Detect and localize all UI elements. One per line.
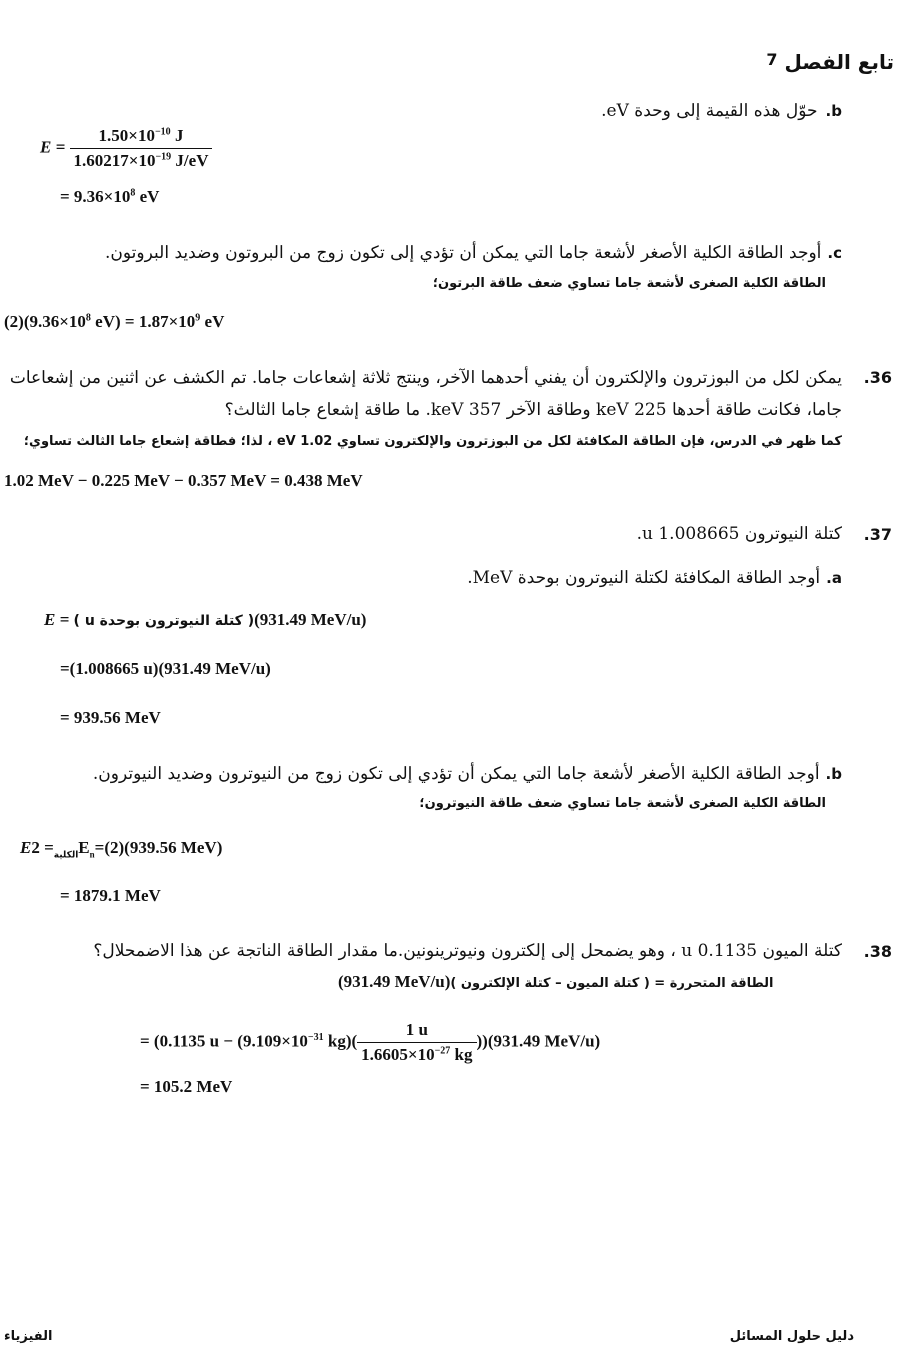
- equation-muon-decay: = (0.1135 $u - (9.109\times 10^{-31}$ kg)( $\frac{1 u}{1.6605\times 10^{-27} kg}$ ))(931.49 MeV/u): [140, 1020, 601, 1064]
- fraction-denominator: $1.60217\times 10^{-19}$ J/eV: [73, 151, 209, 170]
- equation-total-energy: E $_{الكلية}= 2E_n=(2)(939.56$ MeV): [20, 838, 223, 861]
- footer-subject: الفيزياء: [4, 1329, 53, 1344]
- fraction-numerator: $1.50\times 10^{-10}$ J: [70, 126, 213, 149]
- question-37-text: كتلة النيوترون 1.008665 u.: [636, 524, 842, 544]
- equation-energy-result: = $9.36\times 10^8$ eV: [60, 187, 160, 206]
- part-c-prompt: [105, 240, 842, 266]
- chapter-number: 7: [766, 50, 778, 69]
- part-text: حوّل هذه القيمة إلى وحدة eV.: [601, 101, 818, 121]
- part-text: أوجد الطاقة الكلية الأصغر لأشعة جاما التي يمكن أن تؤدي إلى تكون زوج من البروتون وضديد البروتون.: [105, 243, 822, 263]
- part-a-prompt: [467, 565, 842, 591]
- energy-fraction: [70, 126, 213, 171]
- equation-muon-result: = 105.2 MeV: [140, 1077, 233, 1096]
- question-number-38: .38: [863, 942, 892, 961]
- question-36-note: كما ظهر في الدرس، فإن الطاقة المكافئة لكل من البوزترون والإلكترون تساوي 1.02 eV ، لذا؛ فطاقة إشعاع جاما الثالث تساوي؛: [23, 434, 842, 449]
- question-38-formula: (931.49 MeV/u)الطاقة المتحررة = ( كتلة الميون – كتلة الإلكترون ): [338, 972, 774, 991]
- question-36-line2: جاما، فكانت طاقة أحدها 225 keV وطاقة الآخر 357 keV. ما طاقة إشعاع جاما الثالث؟: [224, 400, 842, 420]
- equation-energy-fraction: [40, 126, 212, 171]
- chapter-header-title: تابع الفصل: [784, 50, 894, 74]
- part-letter: c.: [827, 244, 842, 262]
- question-36-equation: 1.02 MeV − 0.225 MeV − 0.357 MeV = 0.438 MeV: [4, 471, 363, 490]
- part-letter: b.: [825, 102, 842, 120]
- eq-lhs: E =: [40, 137, 66, 157]
- equation-neutron-substitute: =(1.008665 u)(931.49 MeV/u): [60, 659, 271, 678]
- equation-neutron-energy: E = ( كتلة النيوترون بوحدة u )(931.49 MeV/u): [44, 610, 367, 629]
- question-number-37: .37: [863, 525, 892, 544]
- question-36-line1: يمكن لكل من البوزترون والإلكترون أن يفني أحدهما الآخر، وينتج ثلاثة إشعاعات جاما. تم الكشف عن اثنين من إشعاعات: [9, 368, 842, 388]
- question-38-text: كتلة الميون 0.1135 u ، وهو يضمحل إلى إلكترون ونيوترينونين.ما مقدار الطاقة الناتجة عن هذا الاضمحلال؟: [93, 941, 842, 961]
- part-b-prompt-37: [93, 761, 842, 787]
- mass-conversion-fraction: $\frac{1 u}{1.6605\times 10^{-27} kg}$: [357, 1020, 476, 1065]
- chapter-header: [766, 50, 894, 74]
- part-b-prompt: [601, 98, 842, 124]
- part-letter: a.: [826, 569, 842, 587]
- question-number-36: .36: [863, 368, 892, 387]
- equation-neutron-result: = 939.56 MeV: [60, 708, 161, 727]
- part-b-note-37: الطاقة الكلية الصغرى لأشعة جاما تساوي ضعف طاقة النيوترون؛: [419, 796, 826, 811]
- equation-pair-energy: $(2)(9.36\times 10^8$ $eV) = 1.87\times 10^9$ eV: [4, 312, 225, 331]
- footer-guide-title: دليل حلول المسائل: [729, 1329, 854, 1344]
- part-text: أوجد الطاقة الكلية الأصغر لأشعة جاما التي يمكن أن تؤدي إلى تكون زوج من النيوترون وضديد النيوترون.: [92, 764, 820, 784]
- part-letter: b.: [825, 765, 842, 783]
- equation-total-result: = 1879.1 MeV: [60, 886, 161, 905]
- part-c-note: الطاقة الكلية الصغرى لأشعة جاما تساوي ضعف طاقة البرتون؛: [432, 276, 826, 291]
- part-text: أوجد الطاقة المكافئة لكتلة النيوترون بوحدة MeV.: [467, 568, 821, 588]
